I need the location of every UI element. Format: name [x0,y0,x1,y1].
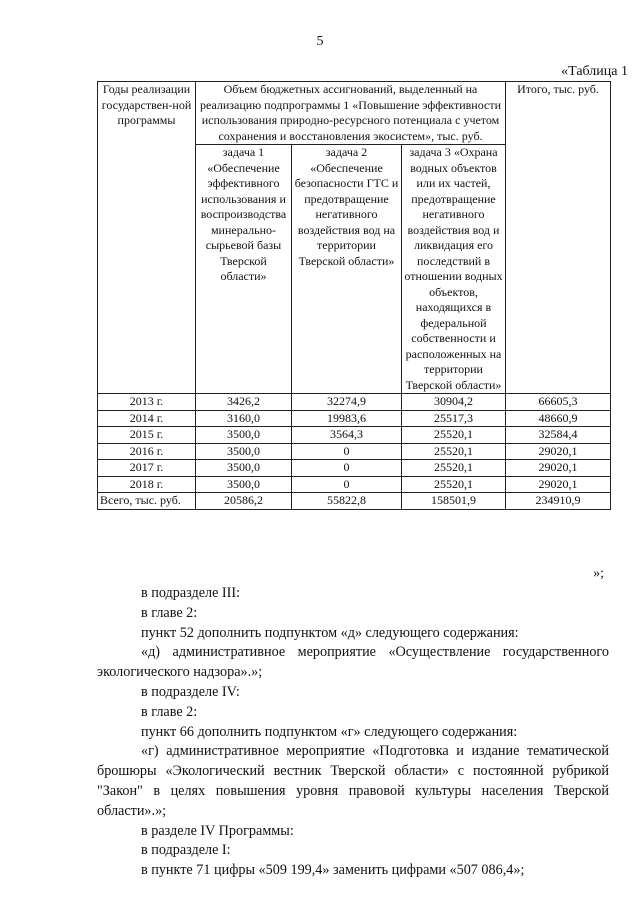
paragraph: в главе 2: [141,703,198,720]
row-task-2: 19983,6 [292,410,402,427]
total-label: Всего, тыс. руб. [98,493,196,510]
row-year: 2016 г. [98,443,196,460]
row-year: 2017 г. [98,460,196,477]
row-task-2: 3564,3 [292,427,402,444]
paragraph: в главе 2: [141,604,198,621]
table-row [98,394,611,411]
row-task-1: 3160,0 [196,410,292,427]
row-task-1: 3500,0 [196,460,292,477]
budget-table [97,81,611,510]
paragraph: в подразделе IV: [141,683,240,700]
header-years: Годы реализации государствен-ной программы [98,82,196,394]
row-task-2: 32274,9 [292,394,402,411]
row-task-1: 3500,0 [196,427,292,444]
row-task-3: 25520,1 [402,427,506,444]
row-task-1: 3500,0 [196,443,292,460]
paragraph: в подразделе I: [141,842,231,859]
row-task-2: 0 [292,443,402,460]
header-task-2: задача 2 «Обеспечение безопасности ГТС и предотвращение негативного воздействия вод на территории Тверской области» [292,145,402,394]
row-year: 2013 г. [98,394,196,411]
table-row [98,443,611,460]
row-task-1: 3426,2 [196,394,292,411]
row-task-3: 25517,3 [402,410,506,427]
row-total: 66605,3 [506,394,611,411]
row-total: 29020,1 [506,460,611,477]
table-row [98,460,611,477]
row-total: 29020,1 [506,443,611,460]
row-task-3: 25520,1 [402,460,506,477]
table-row [98,410,611,427]
row-task-2: 0 [292,476,402,493]
table-header-row [98,82,611,145]
table-caption: «Таблица 1 [561,64,628,79]
table-row [98,427,611,444]
row-task-2: 0 [292,460,402,477]
paragraph: пункт 52 дополнить подпунктом «д» следующего содержания: [141,624,519,641]
total-task-1: 20586,2 [196,493,292,510]
row-year: 2014 г. [98,410,196,427]
total-task-2: 55822,8 [292,493,402,510]
table-total-row [98,493,611,510]
paragraph: в подразделе III: [141,585,241,601]
paragraph: «г) административное мероприятие «Подготовка и издание тематической брошюры «Экологический вестник Тверской области» с постоянной рубрикой "Закон" в целях повышения уровня правовой культуры населения Тверской области».»; [97,743,609,819]
paragraph: пункт 66 дополнить подпунктом «г» следующего содержания: [141,723,518,740]
table-end-mark: »; [593,566,604,581]
row-year: 2015 г. [98,427,196,444]
body-text [97,584,609,881]
total-total: 234910,9 [506,493,611,510]
row-task-3: 25520,1 [402,443,506,460]
row-total: 32584,4 [506,427,611,444]
header-task-3: задача 3 «Охрана водных объектов или их частей, предотвращение негативного воздействия вод и ликвидация его последствий в отношении водных объектов, находящихся в федеральной собственности и расположенных на территории Тверской области» [402,145,506,394]
header-budget: Объем бюджетных ассигнований, выделенный на реализацию подпрограммы 1 «Повышение эффективности использования природно-ресурсного потенциала с учетом сохранения и восстановления экосистем», тыс. руб. [196,82,506,145]
page-number: 5 [316,34,324,49]
paragraph: в разделе IV Программы: [141,822,294,839]
row-task-1: 3500,0 [196,476,292,493]
paragraph: «д) административное мероприятие «Осуществление государственного экологического надзора».»; [97,644,609,681]
row-task-3: 30904,2 [402,394,506,411]
row-year: 2018 г. [98,476,196,493]
row-total: 29020,1 [506,476,611,493]
header-total: Итого, тыс. руб. [506,82,611,394]
header-task-1: задача 1 «Обеспечение эффективного использования и воспроизводства минерально-сырьевой базы Тверской области» [196,145,292,394]
paragraph: в пункте 71 цифры «509 199,4» заменить цифрами «507 086,4»; [141,862,525,879]
row-total: 48660,9 [506,410,611,427]
table-row [98,476,611,493]
total-task-3: 158501,9 [402,493,506,510]
row-task-3: 25520,1 [402,476,506,493]
